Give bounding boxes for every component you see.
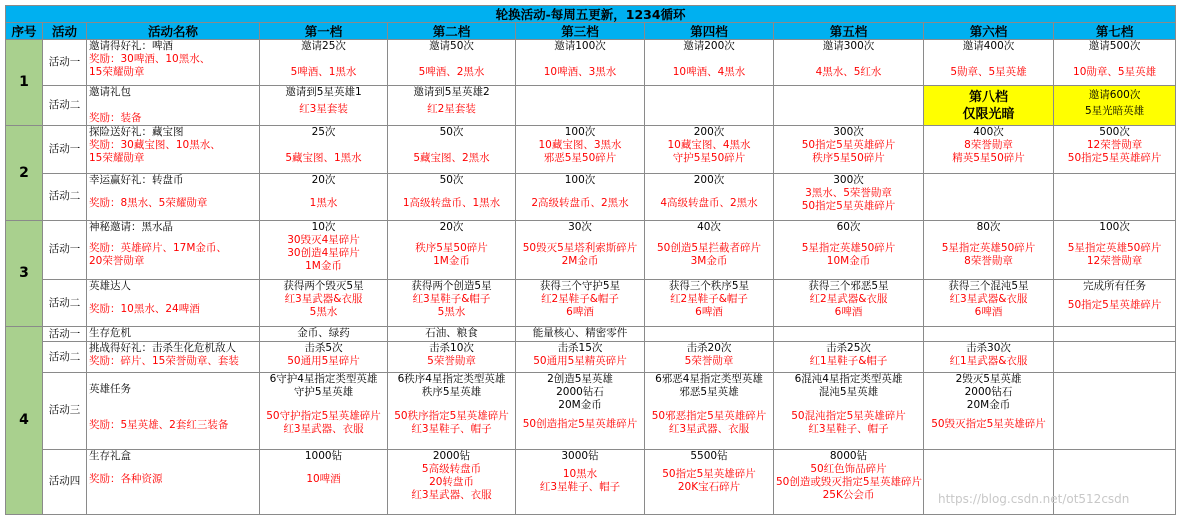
tier-reward: 50通用5星碎片 — [287, 355, 360, 368]
tier-reward: 6啤酒 — [566, 306, 594, 319]
tier-reward: 50混沌指定5星英雄碎片 — [791, 410, 906, 423]
tier-reward: 5荣誉勋章 — [684, 355, 734, 368]
tier-reward: 5星指定英雄50碎片 — [1067, 241, 1162, 254]
activity-name: 探险送好礼：藏宝图 — [89, 126, 184, 139]
tier-requirement: 击杀30次 — [966, 342, 1011, 355]
group-number: 3 — [6, 220, 43, 326]
tier-reward: 1M金币 — [305, 259, 342, 272]
tier-reward: 秩序5星50碎片 — [812, 152, 885, 165]
tier-cell — [516, 342, 645, 373]
tier-reward: 50指定5星英雄碎片 — [801, 139, 896, 152]
tier-cell — [645, 126, 774, 173]
activity-reward: 奖励：各种资源 — [89, 472, 163, 485]
tier-cell — [388, 220, 516, 279]
tier-reward: 50红色饰品碎片 — [810, 462, 887, 475]
special-tier-title: 第八档 — [968, 89, 1008, 105]
activity-name: 生存礼盒 — [89, 449, 131, 462]
tier-cell — [260, 449, 388, 514]
activity-reward: 奖励：装备 — [89, 112, 142, 125]
activity-name: 英雄任务 — [89, 383, 131, 396]
activity-label: 活动一 — [43, 220, 87, 279]
tier-cell — [516, 40, 645, 86]
tier-reward: 红3星套装 — [299, 103, 348, 116]
tier-cell — [924, 280, 1054, 327]
tier-requirement: 获得两个毁灭5星 — [283, 280, 364, 293]
tier-requirement: 混沌5星英雄 — [818, 386, 879, 399]
tier-cell — [645, 173, 774, 220]
tier-requirement: 邀请500次 — [1088, 40, 1141, 53]
tier-requirement: 击杀25次 — [826, 342, 871, 355]
group-number: 4 — [6, 327, 43, 515]
tier-reward: 红3星鞋子&帽子 — [412, 293, 491, 306]
tier-cell-empty — [1054, 327, 1176, 342]
activity-name-cell — [87, 126, 260, 173]
special-tier-note: 仅限光暗 — [962, 106, 1015, 122]
tier-requirement: 400次 — [973, 126, 1004, 139]
tier-requirement: 金币、绿药 — [297, 327, 350, 340]
tier-cell — [1054, 280, 1176, 327]
tier-cell — [645, 280, 774, 327]
tier-reward: 红3星武器、衣服 — [283, 423, 364, 436]
tier-requirement: 守护5星英雄 — [293, 386, 354, 399]
tier-reward: 5荣誉勋章 — [427, 355, 476, 368]
tier-cell — [645, 342, 774, 373]
tier-cell — [516, 220, 645, 279]
tier-requirement: 邀请200次 — [683, 40, 735, 53]
tier-requirement: 8000钻 — [829, 449, 868, 462]
tier-requirement: 2000钻石 — [556, 386, 604, 399]
tier-requirement: 80次 — [976, 220, 1001, 233]
tier-reward: 50守护指定5星英雄碎片 — [266, 410, 381, 423]
tier-requirement: 3000钻 — [561, 449, 599, 462]
tier-cell — [774, 449, 924, 514]
tier-requirement: 2000钻 — [432, 449, 471, 462]
tier-reward: 50创造或毁灭指定5星英雄碎片 — [776, 475, 923, 488]
tier-requirement: 25次 — [311, 126, 336, 139]
group-number: 1 — [6, 40, 43, 126]
header-cell: 第二档 — [388, 23, 516, 40]
activity-name-cell — [87, 373, 260, 449]
table-row — [6, 40, 1176, 86]
tier-requirement: 邀请100次 — [554, 40, 606, 53]
tier-reward: 5黑水 — [309, 306, 338, 319]
activity-name-cell — [87, 40, 260, 86]
table-row — [6, 327, 1176, 342]
tier-reward: 50秩序指定5星英雄碎片 — [394, 410, 509, 423]
tier-requirement: 邀请到5星英雄1 — [285, 86, 362, 99]
header-cell: 第四档 — [645, 23, 774, 40]
tier-reward: 4高级转盘币、2黑水 — [660, 196, 758, 209]
tier-reward: 30毁灭4星碎片 — [287, 233, 360, 246]
activity-name-cell — [87, 86, 260, 126]
tier-cell — [645, 220, 774, 279]
tier-reward: 3M金币 — [690, 254, 728, 267]
tier-reward: 50指定5星英雄碎片 — [801, 199, 896, 212]
sheet-title: 轮换活动-每周五更新，1234循环 — [6, 6, 1176, 23]
tier-requirement: 获得三个守护5星 — [539, 280, 621, 293]
tier-cell — [924, 40, 1054, 86]
tier-cell — [260, 342, 388, 373]
tier-reward: 10藏宝图、3黑水 — [538, 139, 622, 152]
tier-reward: 守护5星50碎片 — [672, 152, 746, 165]
tier-reward: 5藏宝图、2黑水 — [413, 152, 490, 165]
tier-requirement: 300次 — [833, 173, 864, 186]
activity-name: 邀请礼包 — [89, 86, 131, 99]
tier-cell — [774, 373, 924, 449]
tier-reward: 红2星鞋子&帽子 — [541, 293, 619, 306]
tier-reward: 4黑水、5红水 — [815, 66, 882, 79]
tier-cell — [388, 342, 516, 373]
table-row — [6, 173, 1176, 220]
activity-label: 活动一 — [43, 126, 87, 173]
tier-cell — [924, 342, 1054, 373]
tier-reward: 50指定5星英雄碎片 — [1067, 299, 1162, 312]
activity-reward: 15荣耀勋章 — [89, 66, 145, 79]
tier-cell-empty — [774, 86, 924, 126]
tier-reward: 红2星套装 — [427, 103, 476, 116]
tier-reward: 10啤酒、3黑水 — [543, 66, 617, 79]
tier-reward: 12荣誉勋章 — [1086, 139, 1143, 152]
activity-name: 挑战得好礼：击杀生化危机敌人 — [89, 342, 236, 355]
tier-requirement: 100次 — [564, 126, 596, 139]
tier-cell — [260, 126, 388, 173]
tier-reward: 红3星鞋子、帽子 — [411, 423, 492, 436]
tier-requirement: 6混沌4星指定类型英雄 — [794, 373, 903, 386]
tier-cell — [924, 126, 1054, 173]
tier-cell-empty — [516, 86, 645, 126]
tier-requirement: 50次 — [439, 173, 464, 186]
tier-cell — [388, 280, 516, 327]
activity-name: 神秘邀请：黑水晶 — [89, 220, 173, 233]
tier-requirement: 完成所有任务 — [1083, 280, 1147, 293]
tier-cell — [388, 173, 516, 220]
tier-reward: 50毁灭指定5星英雄碎片 — [931, 418, 1046, 431]
tier-requirement: 击杀10次 — [429, 342, 474, 355]
tier-reward: 6啤酒 — [834, 306, 863, 319]
tier-requirement: 6守护4星指定类型英雄 — [269, 373, 378, 386]
activity-reward: 15荣耀勋章 — [89, 152, 145, 165]
tier-cell — [924, 373, 1054, 449]
activity-label: 活动四 — [43, 449, 87, 514]
tier-requirement: 邀请到5星英雄2 — [413, 86, 490, 99]
header-cell: 第七档 — [1054, 23, 1176, 40]
tier-reward: 5高级转盘币 — [421, 462, 482, 475]
tier-cell — [774, 342, 924, 373]
tier-cell — [388, 373, 516, 449]
tier-reward: 3黑水、5荣誉勋章 — [805, 186, 892, 199]
tier-reward: 20转盘币 — [429, 475, 474, 488]
tier-reward: 20K宝石碎片 — [677, 480, 741, 493]
tier-reward: 8荣誉勋章 — [964, 139, 1013, 152]
tier-requirement: 1000钻 — [304, 449, 343, 462]
special-tier-cell — [1054, 86, 1176, 126]
header-cell: 第六档 — [924, 23, 1054, 40]
header-cell: 第三档 — [516, 23, 645, 40]
header-row — [6, 23, 1176, 40]
tier-reward: 5啤酒、1黑水 — [290, 66, 357, 79]
table-row — [6, 342, 1176, 373]
tier-cell — [924, 220, 1054, 279]
tier-reward: 50毁灭5星塔利索斯碎片 — [522, 241, 638, 254]
tier-reward: 6啤酒 — [695, 306, 723, 319]
tier-reward: 红2星武器&衣服 — [809, 293, 888, 306]
tier-reward: 6啤酒 — [974, 306, 1003, 319]
tier-reward: 红1星武器&衣服 — [949, 355, 1028, 368]
tier-reward: 50创造5星拦截者碎片 — [656, 241, 762, 254]
tier-requirement: 2毁灭5星英雄 — [955, 373, 1022, 386]
activity-reward: 奖励：10黑水、24啤酒 — [89, 303, 200, 316]
tier-reward: 12荣誉勋章 — [1086, 254, 1143, 267]
tier-cell — [388, 327, 516, 342]
tier-requirement: 5500钻 — [690, 449, 728, 462]
tier-reward: 50创造指定5星英雄碎片 — [522, 418, 638, 431]
tier-requirement: 邀请600次 — [1088, 89, 1141, 102]
activity-name: 生存危机 — [89, 327, 131, 340]
tier-cell — [516, 280, 645, 327]
tier-reward: 红2星鞋子&帽子 — [670, 293, 748, 306]
tier-cell — [774, 220, 924, 279]
tier-cell — [260, 373, 388, 449]
tier-cell — [260, 86, 388, 126]
tier-reward: 邪恶5星50碎片 — [543, 152, 617, 165]
tier-reward: 红3星鞋子、帽子 — [539, 480, 621, 493]
tier-cell — [388, 449, 516, 514]
activity-label: 活动一 — [43, 40, 87, 86]
tier-cell — [1054, 40, 1176, 86]
tier-requirement: 300次 — [833, 126, 864, 139]
tier-reward: 10M金币 — [826, 254, 871, 267]
tier-requirement: 6秩序4星指定类型英雄 — [397, 373, 506, 386]
tier-requirement: 击杀15次 — [557, 342, 603, 355]
header-cell: 活动 — [43, 23, 87, 40]
tier-reward: 2高级转盘币、2黑水 — [531, 196, 629, 209]
tier-reward: 5啤酒、2黑水 — [418, 66, 485, 79]
tier-cell — [260, 173, 388, 220]
table-row — [6, 280, 1176, 327]
tier-reward: 红3星武器、衣服 — [668, 423, 750, 436]
tier-cell — [260, 327, 388, 342]
tier-reward: 8荣誉勋章 — [964, 254, 1013, 267]
tier-cell — [388, 126, 516, 173]
tier-requirement: 石油、粮食 — [425, 327, 478, 340]
activity-reward: 奖励：5星英雄、2套红三装备 — [89, 419, 229, 432]
tier-requirement: 秩序5星英雄 — [421, 386, 482, 399]
tier-reward: 5勋章、5星英雄 — [950, 66, 1027, 79]
tier-reward: 50指定5星英雄碎片 — [1067, 152, 1162, 165]
tier-reward: 2M金币 — [561, 254, 599, 267]
activity-reward: 奖励：30啤酒、10黑水、 — [89, 53, 211, 66]
activity-name-cell — [87, 342, 260, 373]
tier-reward: 10藏宝图、4黑水 — [667, 139, 751, 152]
activity-name-cell — [87, 173, 260, 220]
tier-reward: 50通用5星精英碎片 — [533, 355, 627, 368]
special-tier-cell — [924, 86, 1054, 126]
header-cell: 序号 — [6, 23, 43, 40]
tier-cell — [516, 126, 645, 173]
tier-cell-empty — [645, 327, 774, 342]
tier-cell-empty — [1054, 173, 1176, 220]
tier-requirement: 2创造5星英雄 — [547, 373, 613, 386]
tier-requirement: 500次 — [1099, 126, 1130, 139]
tier-cell-empty — [924, 327, 1054, 342]
tier-reward: 25K公会币 — [822, 488, 875, 501]
tier-requirement: 6邪恶4星指定类型英雄 — [655, 373, 763, 386]
tier-reward: 10啤酒 — [306, 472, 341, 485]
tier-reward: 5星指定英雄50碎片 — [941, 241, 1036, 254]
activity-name: 邀请得好礼：啤酒 — [89, 40, 173, 53]
activity-spreadsheet — [5, 5, 1176, 515]
header-cell: 第五档 — [774, 23, 924, 40]
activity-label: 活动二 — [43, 342, 87, 373]
tier-cell — [388, 86, 516, 126]
tier-cell — [516, 449, 645, 514]
tier-reward: 5星指定英雄50碎片 — [801, 241, 896, 254]
tier-reward: 5星光暗英雄 — [1084, 105, 1145, 118]
activity-reward: 奖励：碎片、15荣誉勋章、套装 — [89, 355, 239, 368]
tier-cell — [774, 173, 924, 220]
tier-reward: 50邪恶指定5星英雄碎片 — [651, 410, 767, 423]
tier-cell-empty — [645, 86, 774, 126]
tier-requirement: 击杀20次 — [686, 342, 732, 355]
tier-requirement: 邀请300次 — [822, 40, 875, 53]
tier-reward: 红1星鞋子&帽子 — [809, 355, 888, 368]
tier-cell — [516, 173, 645, 220]
tier-requirement: 邀请400次 — [962, 40, 1015, 53]
tier-requirement: 2000钻石 — [964, 386, 1013, 399]
tier-requirement: 200次 — [693, 126, 725, 139]
tier-cell — [388, 40, 516, 86]
activity-label: 活动一 — [43, 327, 87, 342]
activity-name: 英雄达人 — [89, 280, 131, 293]
tier-requirement: 邀请50次 — [429, 40, 474, 53]
tier-cell — [645, 449, 774, 514]
activity-label: 活动二 — [43, 280, 87, 327]
tier-reward: 红3星鞋子、帽子 — [808, 423, 889, 436]
tier-requirement: 20M金币 — [558, 399, 602, 412]
tier-cell-empty — [1054, 373, 1176, 449]
tier-requirement: 100次 — [1099, 220, 1130, 233]
watermark: https://blog.csdn.net/ot512csdn — [938, 492, 1130, 506]
header-cell: 活动名称 — [87, 23, 260, 40]
activity-label: 活动二 — [43, 86, 87, 126]
tier-cell-empty — [774, 327, 924, 342]
tier-cell — [260, 40, 388, 86]
tier-requirement: 邪恶5星英雄 — [679, 386, 739, 399]
activity-reward: 奖励：30藏宝图、10黑水、 — [89, 139, 221, 152]
activity-label: 活动三 — [43, 373, 87, 449]
tier-requirement: 20M金币 — [966, 399, 1011, 412]
tier-requirement: 50次 — [439, 126, 464, 139]
tier-reward: 10啤酒、4黑水 — [672, 66, 746, 79]
tier-reward: 秩序5星50碎片 — [415, 241, 488, 254]
tier-reward: 精英5星50碎片 — [952, 152, 1025, 165]
activity-name-cell — [87, 449, 260, 514]
tier-reward: 1高级转盘币、1黑水 — [402, 196, 501, 209]
tier-requirement: 20次 — [311, 173, 336, 186]
tier-reward: 30创造4星碎片 — [287, 246, 360, 259]
tier-requirement: 200次 — [693, 173, 725, 186]
tier-cell — [260, 220, 388, 279]
tier-reward: 红3星武器&衣服 — [284, 293, 363, 306]
tier-requirement: 能量核心、精密零件 — [532, 327, 628, 340]
tier-reward: 10黑水 — [562, 467, 598, 480]
tier-requirement: 20次 — [439, 220, 464, 233]
tier-cell — [1054, 220, 1176, 279]
tier-reward: 50指定5星英雄碎片 — [662, 467, 756, 480]
tier-reward: 5黑水 — [437, 306, 466, 319]
header-cell: 第一档 — [260, 23, 388, 40]
tier-cell — [774, 40, 924, 86]
tier-requirement: 获得两个创造5星 — [411, 280, 492, 293]
tier-reward: 红3星武器、衣服 — [411, 488, 492, 501]
table-row — [6, 126, 1176, 173]
tier-requirement: 40次 — [697, 220, 721, 233]
table-row — [6, 86, 1176, 126]
tier-cell — [645, 40, 774, 86]
tier-requirement: 获得三个秩序5星 — [668, 280, 750, 293]
tier-requirement: 获得三个邪恶5星 — [808, 280, 889, 293]
activity-name-cell — [87, 327, 260, 342]
tier-requirement: 邀请25次 — [301, 40, 346, 53]
tier-requirement: 10次 — [311, 220, 336, 233]
tier-requirement: 击杀5次 — [304, 342, 343, 355]
tier-cell-empty — [924, 173, 1054, 220]
tier-cell — [516, 327, 645, 342]
activity-name: 幸运赢好礼：转盘币 — [89, 173, 184, 186]
activity-label: 活动二 — [43, 173, 87, 220]
tier-cell — [516, 373, 645, 449]
tier-reward: 10勋章、5星英雄 — [1073, 66, 1157, 79]
tier-requirement: 100次 — [564, 173, 596, 186]
group-number: 2 — [6, 126, 43, 220]
tier-cell — [1054, 126, 1176, 173]
tier-cell — [774, 126, 924, 173]
tier-requirement: 30次 — [568, 220, 592, 233]
table-row — [6, 373, 1176, 449]
activity-reward: 奖励：8黑水、5荣耀勋章 — [89, 196, 208, 209]
tier-cell-empty — [1054, 342, 1176, 373]
tier-cell — [774, 280, 924, 327]
table-row — [6, 220, 1176, 279]
tier-reward: 1M金币 — [433, 254, 470, 267]
tier-requirement: 60次 — [836, 220, 861, 233]
tier-requirement: 获得三个混沌5星 — [948, 280, 1029, 293]
tier-reward: 1黑水 — [309, 196, 338, 209]
tier-cell — [260, 280, 388, 327]
tier-reward: 5藏宝图、1黑水 — [285, 152, 362, 165]
tier-cell — [645, 373, 774, 449]
activity-reward: 奖励：英雄碎片、17M金币、 — [89, 241, 227, 254]
activity-name-cell — [87, 280, 260, 327]
activity-name-cell — [87, 220, 260, 279]
tier-reward: 红3星武器&衣服 — [949, 293, 1028, 306]
activity-reward: 20荣誉勋章 — [89, 254, 145, 267]
